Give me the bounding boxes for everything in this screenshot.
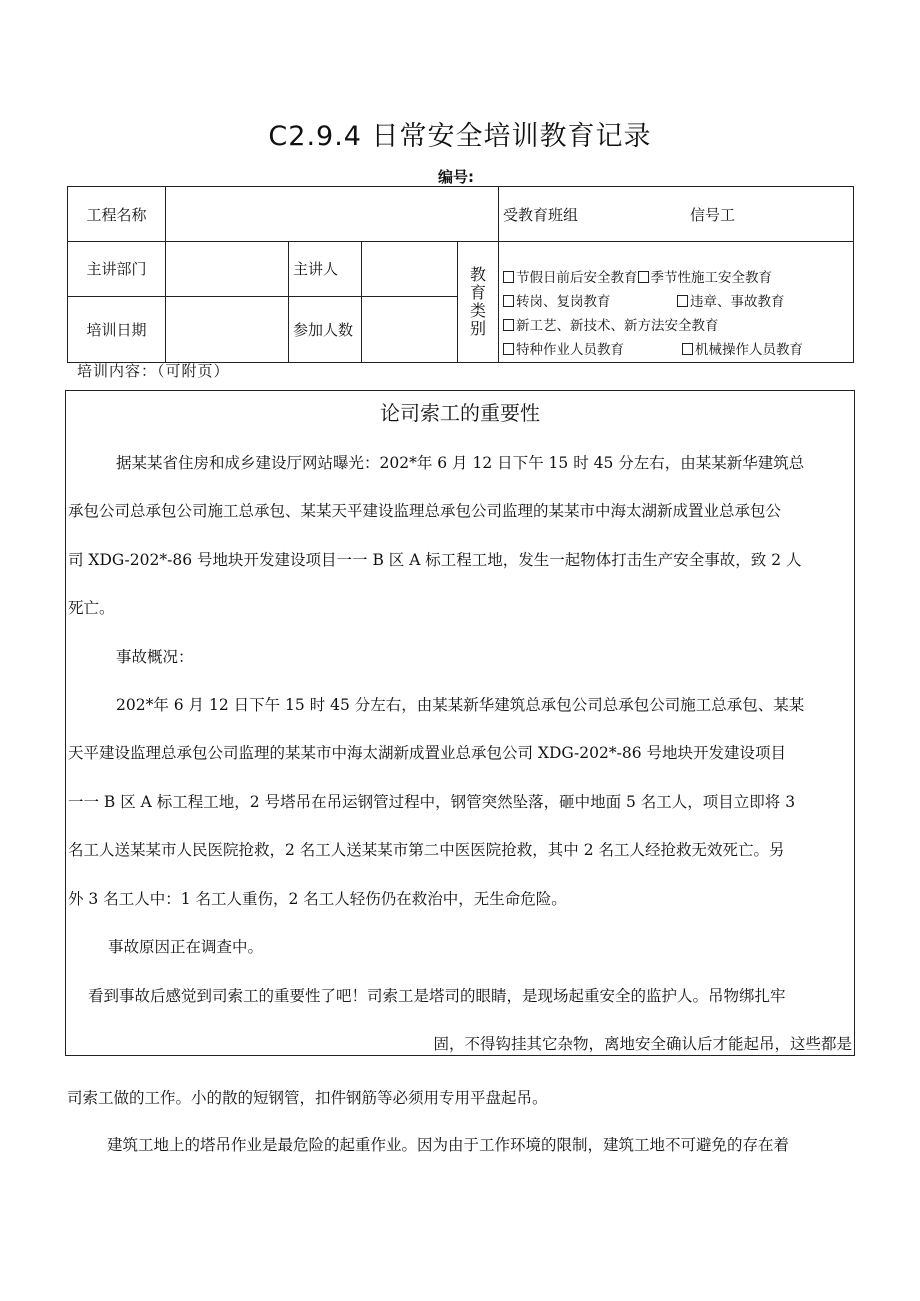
date-field[interactable]	[166, 296, 289, 362]
training-content-box	[65, 390, 855, 1056]
attendees-label: 参加人数	[289, 296, 362, 362]
team-value[interactable]: 信号工	[690, 205, 736, 224]
article-title: 论司索工的重要性	[380, 401, 540, 425]
checkbox-icon[interactable]	[682, 343, 693, 355]
article-line: 固，不得钩挂其它杂物，离地安全确认后才能起吊，这些都是	[433, 1035, 852, 1053]
attendees-field[interactable]	[362, 296, 458, 362]
checkbox-icon[interactable]	[638, 271, 649, 283]
training-record-form	[67, 186, 854, 363]
article-line: 202*年 6 月 12 日下午 15 时 45 分左右，由某某新华建筑总承包公司总承包公司施工总承包、某某	[116, 696, 805, 714]
article-line: 据某某省住房和成乡建设厅网站曝光：202*年 6 月 12 日下午 15 时 45 分左右，由某某新华建筑总	[116, 454, 805, 472]
lecturer-label: 主讲人	[289, 242, 362, 297]
team-cell	[499, 187, 854, 242]
department-label: 主讲部门	[68, 242, 166, 297]
article-line: 名工人送某某市人民医院抢救，2 名工人送某某市第二中医医院抢救，其中 2 名工人经抢救无效死亡。另	[68, 841, 785, 859]
option-special[interactable]: 特种作业人员教育	[503, 338, 682, 362]
article-line: 事故概况：	[116, 648, 194, 666]
article-line: 死亡。	[68, 599, 115, 617]
department-field[interactable]	[166, 242, 289, 297]
number-label: 编号:	[438, 168, 474, 186]
date-label: 培训日期	[68, 296, 166, 362]
article-line: 一一 B 区 A 标工程工地，2 号塔吊在吊运钢管过程中，钢管突然坠落，砸中地面 5 名工人，项目立即将 3	[68, 793, 796, 811]
option-new-tech[interactable]: 新工艺、新技术、新方法安全教育	[503, 314, 719, 338]
document-title: C2.9.4 日常安全培训教育记录	[268, 121, 652, 152]
checkbox-icon[interactable]	[677, 295, 688, 307]
checkbox-icon[interactable]	[503, 319, 514, 331]
option-machinery[interactable]: 机械操作人员教育	[682, 338, 803, 362]
article-line: 看到事故后感觉到司索工的重要性了吧！司索工是塔司的眼睛，是现场起重安全的监护人。吊物绑扎牢	[88, 987, 786, 1005]
article-line: 司 XDG-202*-86 号地块开发建设项目一一 B 区 A 标工程工地，发生一起物体打击生产安全事故，致 2 人	[68, 551, 802, 569]
article-line: 天平建设监理总承包公司监理的某某市中海太湖新成置业总承包公司 XDG-202*-86 号地块开发建设项目	[68, 744, 787, 762]
article-line: 承包公司总承包公司施工总承包、某某天平建设监理总承包公司监理的某某市中海太湖新成置业总承包公	[68, 502, 782, 520]
checkbox-icon[interactable]	[503, 271, 514, 283]
option-seasonal[interactable]: 季节性施工安全教育	[638, 266, 773, 290]
article-line: 司索工做的工作。小的散的短钢管，扣件钢筋等必须用专用平盘起吊。	[67, 1089, 548, 1107]
article-line: 建筑工地上的塔吊作业是最危险的起重作业。因为由于工作环境的限制，建筑工地不可避免的存在着	[107, 1136, 790, 1154]
education-type-options	[499, 242, 854, 363]
option-violation[interactable]: 违章、事故教育	[677, 290, 785, 314]
checkbox-icon[interactable]	[503, 343, 514, 355]
lecturer-field[interactable]	[362, 242, 458, 297]
project-name-label: 工程名称	[68, 187, 166, 242]
checkbox-icon[interactable]	[503, 295, 514, 307]
article-line: 事故原因正在调查中。	[108, 938, 264, 956]
education-type-label: 教 育 类 别	[458, 242, 499, 363]
content-caption: 培训内容：（可附页）	[77, 362, 230, 380]
option-transfer[interactable]: 转岗、复岗教育	[503, 290, 677, 314]
project-name-field[interactable]	[166, 187, 499, 242]
option-holiday[interactable]: 节假日前后安全教育	[503, 266, 638, 290]
team-label: 受教育班组	[503, 205, 579, 224]
article-line: 外 3 名工人中：1 名工人重伤，2 名工人轻伤仍在救治中，无生命危险。	[68, 890, 567, 908]
